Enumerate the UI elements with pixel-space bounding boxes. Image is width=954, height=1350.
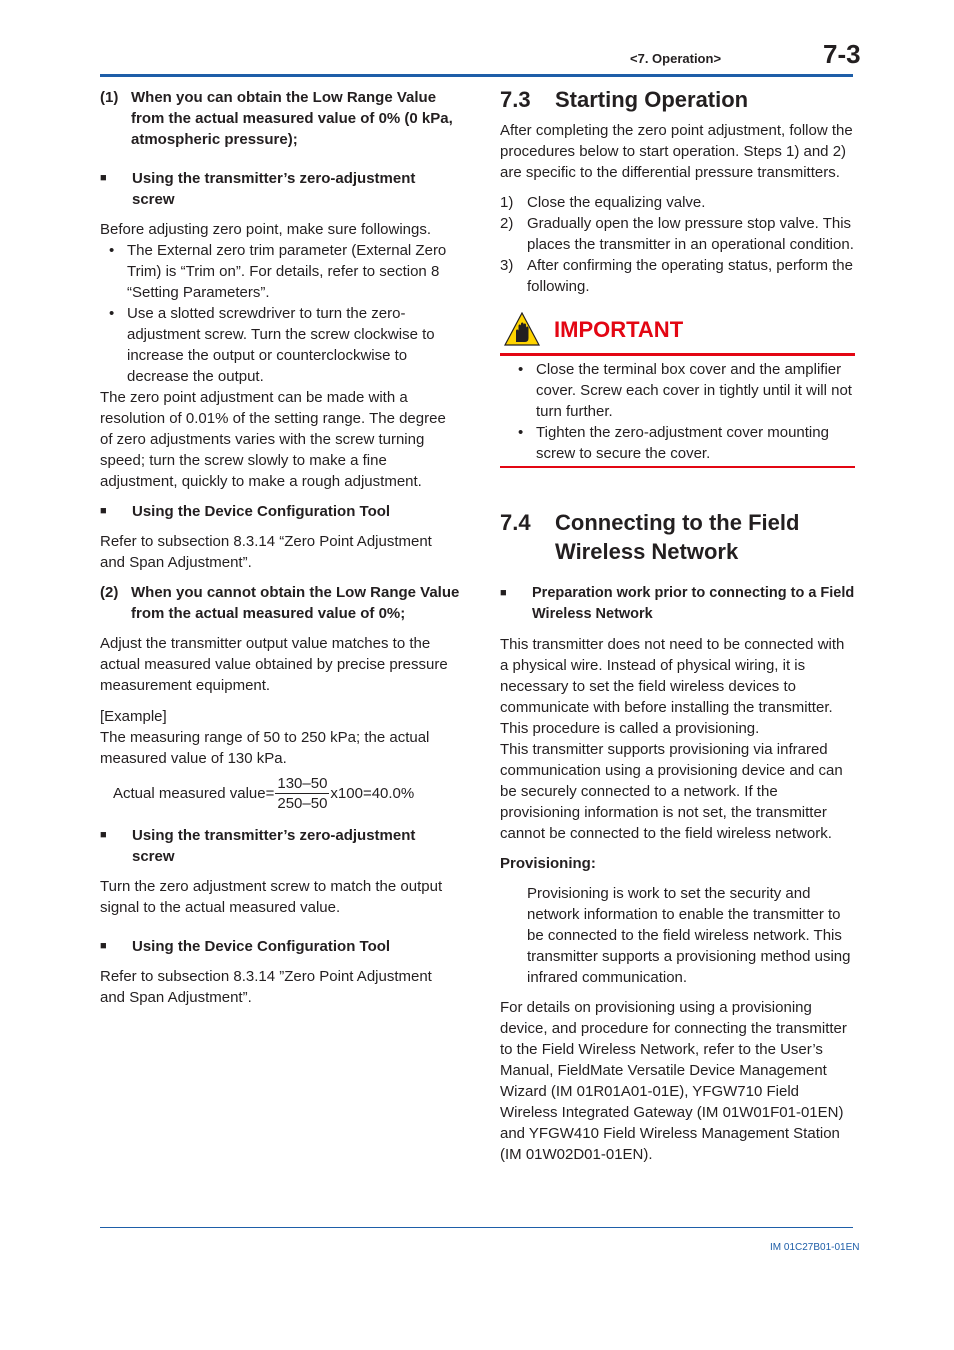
item2-paragraph: Adjust the transmitter output value matches to the actual measured value obtained by precise pressure measurement equipment. <box>100 635 448 694</box>
sec73-intro: After completing the zero point adjustment, follow the procedures below to start operation. Steps 1) and 2) are specific to the differential pressure transmitters. <box>500 122 853 181</box>
important-label: IMPORTANT <box>554 316 684 342</box>
sub3-title: Using the transmitter’s zero-adjustment screw <box>132 827 416 865</box>
bullet-icon: • <box>109 242 115 259</box>
square-bullet-icon: ■ <box>100 505 107 517</box>
sub1-bullet-list <box>100 240 460 387</box>
sub1-heading <box>100 168 460 210</box>
sub2-paragraph: Refer to subsection 8.3.14 “Zero Point Adjustment and Span Adjustment”. <box>100 533 432 571</box>
section-number: 7.4 <box>500 510 531 535</box>
provisioning-text: Provisioning is work to set the security and network information to enable the transmitter to be connected to the field wireless network. This transmitter supports a provisioning method using infrared communication. <box>527 885 851 986</box>
bullet-icon: • <box>518 361 524 378</box>
sub2-title: Using the Device Configuration Tool <box>132 503 391 520</box>
example-text: The measuring range of 50 to 250 kPa; the actual measured value of 130 kPa. <box>100 729 430 767</box>
sub1-title: Using the transmitter’s zero-adjustment screw <box>132 170 416 208</box>
formula-denominator: 250–50 <box>277 795 328 812</box>
sub1-intro: Before adjusting zero point, make sure followings. <box>100 221 432 238</box>
sec73-steps <box>500 192 855 297</box>
section-number: 7.3 <box>500 87 531 112</box>
square-bullet-icon: ■ <box>100 940 107 952</box>
formula-lhs: Actual measured value= <box>113 785 275 802</box>
important-bottom-rule <box>500 466 855 468</box>
provisioning-label: Provisioning: <box>500 855 596 872</box>
footer-doc-id: IM 01C27B01-01EN <box>770 1242 860 1253</box>
sec74-paragraph-1: This transmitter does not need to be connected with a physical wire. Instead of physical wiring, it is necessary to set the field wireless devices to communicate with before installing the transmitter. This procedure is called a provisioning. <box>500 636 845 737</box>
sub3-heading <box>100 825 460 867</box>
section-7-3-heading <box>500 85 855 114</box>
item1-number: (1) <box>100 89 119 106</box>
square-bullet-icon: ■ <box>100 172 107 184</box>
sub1-paragraph: The zero point adjustment can be made with a resolution of 0.01% of the setting range. The degree of zero adjustments varies with the screw turning speed; turn the screw slowly to make a fine adjustment, quickly to make a rough adjustment. <box>100 389 446 490</box>
header-section: <7. Operation> <box>630 51 722 66</box>
list-item: 3) After confirming the operating status, perform the following. <box>500 257 853 295</box>
left-column <box>100 87 460 1008</box>
page-number: 7-3 <box>823 39 861 69</box>
section-title: Connecting to the Field Wireless Network <box>555 510 800 564</box>
formula <box>113 774 460 813</box>
important-box <box>500 311 855 468</box>
bullet-icon: • <box>518 424 524 441</box>
sub4-title: Using the Device Configuration Tool <box>132 938 391 955</box>
right-column <box>500 87 855 1165</box>
item2-title: When you cannot obtain the Low Range Value from the actual measured value of 0%; <box>131 584 460 622</box>
important-list <box>500 356 855 466</box>
list-item: 1) Close the equalizing valve. <box>500 194 706 211</box>
formula-numerator: 130–50 <box>277 775 328 792</box>
square-bullet-icon: ■ <box>500 587 507 599</box>
section-7-4-heading <box>500 508 855 566</box>
sec74-sub-title: Preparation work prior to connecting to a Field Wireless Network <box>532 585 855 622</box>
sub4-paragraph: Refer to subsection 8.3.14 ”Zero Point Adjustment and Span Adjustment”. <box>100 968 432 1006</box>
header-rule <box>100 74 853 77</box>
formula-fraction <box>275 774 329 813</box>
sub2-heading <box>100 501 460 522</box>
sec74-paragraph-2: This transmitter supports provisioning via infrared communication using a provisioning device and can be securely connected to a network. If the provisioning information is not set, the transmitter cannot be connected to the field wireless network. <box>500 741 843 842</box>
hand-warning-icon <box>504 312 540 346</box>
list-item: • Use a slotted screwdriver to turn the zero-adjustment screw. Turn the screw clockwise to increase the output or counterclockwise to decrease the output. <box>109 305 435 385</box>
sub4-heading <box>100 936 460 957</box>
footer-rule <box>100 1227 853 1228</box>
item2-heading <box>100 582 460 624</box>
list-item: 2) Gradually open the low pressure stop valve. This places the transmitter in an operational condition. <box>500 215 854 253</box>
formula-rhs: x100=40.0% <box>330 785 415 802</box>
item1-heading <box>100 87 460 150</box>
section-title: Starting Operation <box>555 87 749 112</box>
item1-title: When you can obtain the Low Range Value from the actual measured value of 0% (0 kPa, atmospheric pressure); <box>131 89 453 148</box>
important-header <box>500 311 855 347</box>
sub3-paragraph: Turn the zero adjustment screw to match the output signal to the actual measured value. <box>100 878 443 916</box>
square-bullet-icon: ■ <box>100 829 107 841</box>
sec74-paragraph-3: For details on provisioning using a provisioning device, and procedure for connecting the transmitter to the Field Wireless Network, refer to the User’s Manual, FieldMate Versatile Device Management Wizard (IM 01R01A01-01E), YFGW710 Field Wireless Integrated Gateway (IM 01W01F01-01EN) and YFGW410 Field Wireless Management Station (IM 01W02D01-01EN). <box>500 999 847 1163</box>
bullet-icon: • <box>109 305 115 322</box>
sec74-sub-heading <box>500 583 855 625</box>
list-item: • Close the terminal box cover and the amplifier cover. Screw each cover in tightly until it will not turn further. <box>518 361 852 420</box>
list-item: • Tighten the zero-adjustment cover mounting screw to secure the cover. <box>518 424 829 462</box>
item2-number: (2) <box>100 584 119 601</box>
list-item: • The External zero trim parameter (External Zero Trim) is “Trim on”. For details, refer to section 8 “Setting Parameters”. <box>109 242 447 301</box>
example-label: [Example] <box>100 708 167 725</box>
